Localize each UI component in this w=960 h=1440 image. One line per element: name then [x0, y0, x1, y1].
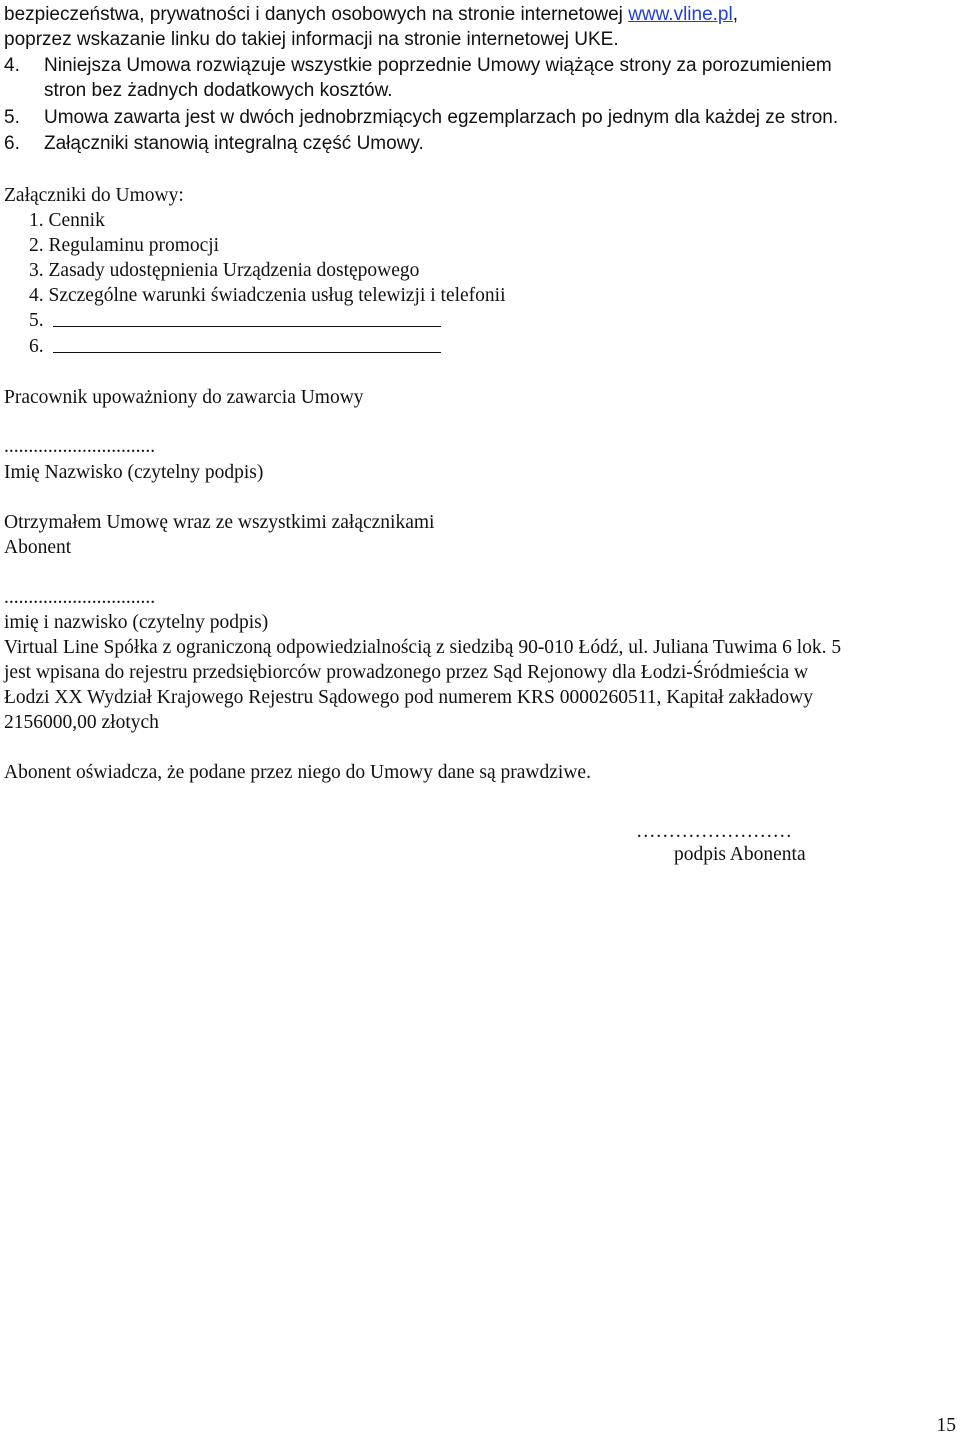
employee-signature-dots: ............................... — [4, 436, 156, 457]
attachment-label: Regulaminu promocji — [48, 235, 220, 256]
employee-signature-title: Pracownik upoważniony do zawarcia Umowy — [4, 387, 364, 408]
attachment-number: 6. — [29, 336, 44, 357]
received-statement: Otrzymałem Umowę wraz ze wszystkimi załącznikami — [4, 512, 435, 533]
attachments-heading: Załączniki do Umowy: — [4, 185, 184, 206]
attachment-item — [4, 261, 419, 281]
clause-3-line-1 — [4, 5, 956, 24]
attachment-label: Zasady udostępnienia Urządzenia dostępowego — [48, 260, 420, 281]
employee-signature-caption: Imię Nazwisko (czytelny podpis) — [4, 462, 264, 483]
attachment-item — [4, 286, 506, 306]
attachment-number: 1. — [29, 210, 44, 231]
clause-6-number: 6. — [4, 133, 20, 154]
attachment-number: 3. — [29, 260, 44, 281]
final-signature-label: podpis Abonenta — [674, 844, 806, 865]
attachment-number: 5. — [29, 310, 44, 331]
clause-3-text: bezpieczeństwa, prywatności i danych osobowych na stronie internetowej — [4, 4, 623, 25]
subscriber-label: Abonent — [4, 537, 72, 558]
attachment-label: Szczególne warunki świadczenia usług telewizji i telefonii — [48, 285, 506, 306]
company-info-text: Virtual Line Spółka z ograniczoną odpowiedzialnością z siedzibą 90-010 Łódź, ul. Juliana Tuwima 6 lok. 5 — [4, 637, 842, 658]
subscriber-declaration: Abonent oświadcza, że podane przez niego do Umowy dane są prawdziwe. — [4, 762, 591, 783]
clause-5-text: Umowa zawarta jest w dwóch jednobrzmiących egzemplarzach po jednym dla każdej ze stron. — [44, 107, 839, 128]
company-info-text: jest wpisana do rejestru przedsiębiorców prowadzonego przez Sąd Rejonowy dla Łodzi-Śródmieścia w — [4, 662, 809, 683]
website-link[interactable]: www.vline.pl — [628, 4, 733, 25]
page-number: 15 — [936, 1415, 956, 1436]
attachment-label: Cennik — [48, 210, 105, 231]
clause-3-comma: , — [732, 4, 739, 25]
clause-4-number: 4. — [4, 55, 20, 76]
blank-fill-line — [53, 326, 441, 327]
attachment-number: 4. — [29, 285, 44, 306]
clause-4 — [4, 56, 832, 75]
subscriber-signature-dots: ............................... — [4, 587, 156, 608]
clause-4-line-2: stron bez żadnych dodatkowych kosztów. — [44, 80, 393, 101]
company-info-line-4: 2156000,00 złotych — [4, 712, 159, 733]
company-info-line-1 — [4, 638, 956, 658]
attachment-item-blank — [4, 337, 441, 357]
clause-3-line-2: poprzez wskazanie linku do takiej informacji na stronie internetowej UKE. — [4, 29, 619, 50]
clause-5 — [4, 108, 838, 127]
final-signature-dots: …………………… — [636, 821, 792, 842]
attachment-item — [4, 211, 105, 231]
blank-fill-line — [53, 352, 441, 353]
subscriber-signature-caption: imię i nazwisko (czytelny podpis) — [4, 612, 269, 633]
clause-4-line-1: Niniejsza Umowa rozwiązuje wszystkie poprzednie Umowy wiążące strony za porozumieniem — [44, 55, 832, 76]
company-info-line-3 — [4, 688, 956, 708]
company-info-text: Łodzi XX Wydział Krajowego Rejestru Sądowego pod numerem KRS 0000260511, Kapitał zakładowy — [4, 687, 813, 708]
attachment-number: 2. — [29, 235, 44, 256]
clause-6 — [4, 134, 424, 153]
clause-5-number: 5. — [4, 107, 20, 128]
company-info-line-2 — [4, 663, 956, 683]
attachment-item-blank — [4, 311, 441, 331]
clause-6-text: Załączniki stanowią integralną część Umowy. — [44, 133, 424, 154]
attachment-item — [4, 236, 219, 256]
